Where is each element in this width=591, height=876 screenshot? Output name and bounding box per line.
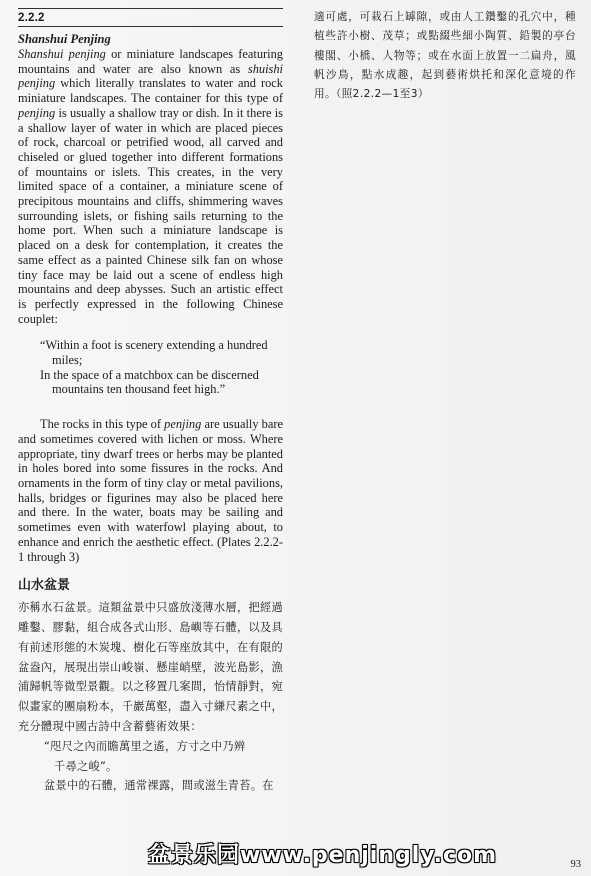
couplet-line-2: In the space of a matchbox can be discerned mountains ten thousand feet high.” [40,367,259,397]
english-heading: Shanshui Penjing [18,32,111,46]
english-paragraph-1 [18,47,283,326]
paragraph-1-text-b: which literally translates to water and rock miniature landscapes. The container for this type of [18,76,283,106]
term-penjing-2: penjing [164,417,202,432]
english-paragraph-2 [18,417,283,564]
right-column-chinese-text: 適可處，可栽石上罅隙，或由人工鑽鑿的孔穴中，種植些許小樹、茂草；或點綴些細小陶質、鉛製的亭台樓閣、小橋、人物等；或在水面上放置一二扁舟，風帆沙鳥，點水成趣，起到藝術烘托和深化意境的作用。（照2.2.2—1至3） [314,11,576,101]
english-couplet [40,338,276,397]
top-rule [18,8,283,9]
paragraph-1-text-a: or miniature landscapes featuring mountains and water are also known as [18,47,283,76]
couplet-line-1: “Within a foot is scenery extending a hundred miles; [40,338,268,368]
paragraph-1-text-c: is usually a shallow tray or dish. In it there is a shallow layer of water in which are placed pieces of rock, charcoal or petrified wood, all carved and chiseled or glued together into different formations of mountains or islets. This creates, in the very limited space of a container, a miniature scene of precipitous mountains and cliffs, shimmering waves surrounding islets, or fishing sails returning to the home port. When such a miniature landscape is placed on a desk for contemplation, it creates the same effect as a painted Chinese silk fan on whose tiny face may be laid out a scene of endless high mountains and deep abysses. Such an artistic effect is perfectly expressed in the following Chinese couplet: [18,105,283,326]
site-watermark: 盆景乐园www.penjingly.com [148,843,498,868]
term-shanshui-penjing: Shanshui penjing [18,47,106,61]
paragraph-2-text-a: The rocks in this type of [40,417,165,432]
section-number: 2.2.2 [18,12,45,24]
left-column [18,8,283,796]
paragraph-2-text-b: are usually bare and sometimes covered with lichen or moss. Where appropriate, tiny dwarf trees or herbs may be planted in holes bored into some fissures in the rocks. And ornaments in the form of tiny clay or metal pavilions, halls, bridges or figurines may also be placed here and there. In the water, boats may be sailing and sometimes even with waterfowl playing about, to enhance and enrich the aesthetic effect. (Plates 2.2.2-1 through 3) [18,417,283,564]
chinese-heading: 山水盆景 [18,578,71,594]
section-rule [18,26,283,27]
chinese-couplet [44,737,283,777]
term-penjing: penjing [18,105,56,120]
page-number: 93 [570,859,581,870]
chinese-couplet-line-1: “咫尺之內而瞻萬里之遙，方寸之中乃辨 [44,739,246,753]
chinese-paragraph-2-start: 盆景中的石體，通常裸露，間或滋生青苔。在 [44,779,274,793]
chinese-paragraph-1: 亦稱水石盆景。這類盆景中只盛放淺薄水層，把經過雕鑿、膠黏，組合成各式山形、島嶼等石體，以及具有前述形態的木炭塊、樹化石等座放其中，在有限的盆盎內，展現出崇山峻嶺、懸崖峭壁，波光島影，漁浦歸帆等微型景觀。以之移置几案間，怡情靜對，宛似畫家的團扇粉本，千巖萬壑，盡入寸縑尺素之中，充分體現中國古詩中含蓄藝術效果： [18,601,283,733]
chinese-couplet-line-2: 千尋之峻”。 [54,759,118,773]
term-shuishi-penjing: shuishi penjing [18,61,283,91]
